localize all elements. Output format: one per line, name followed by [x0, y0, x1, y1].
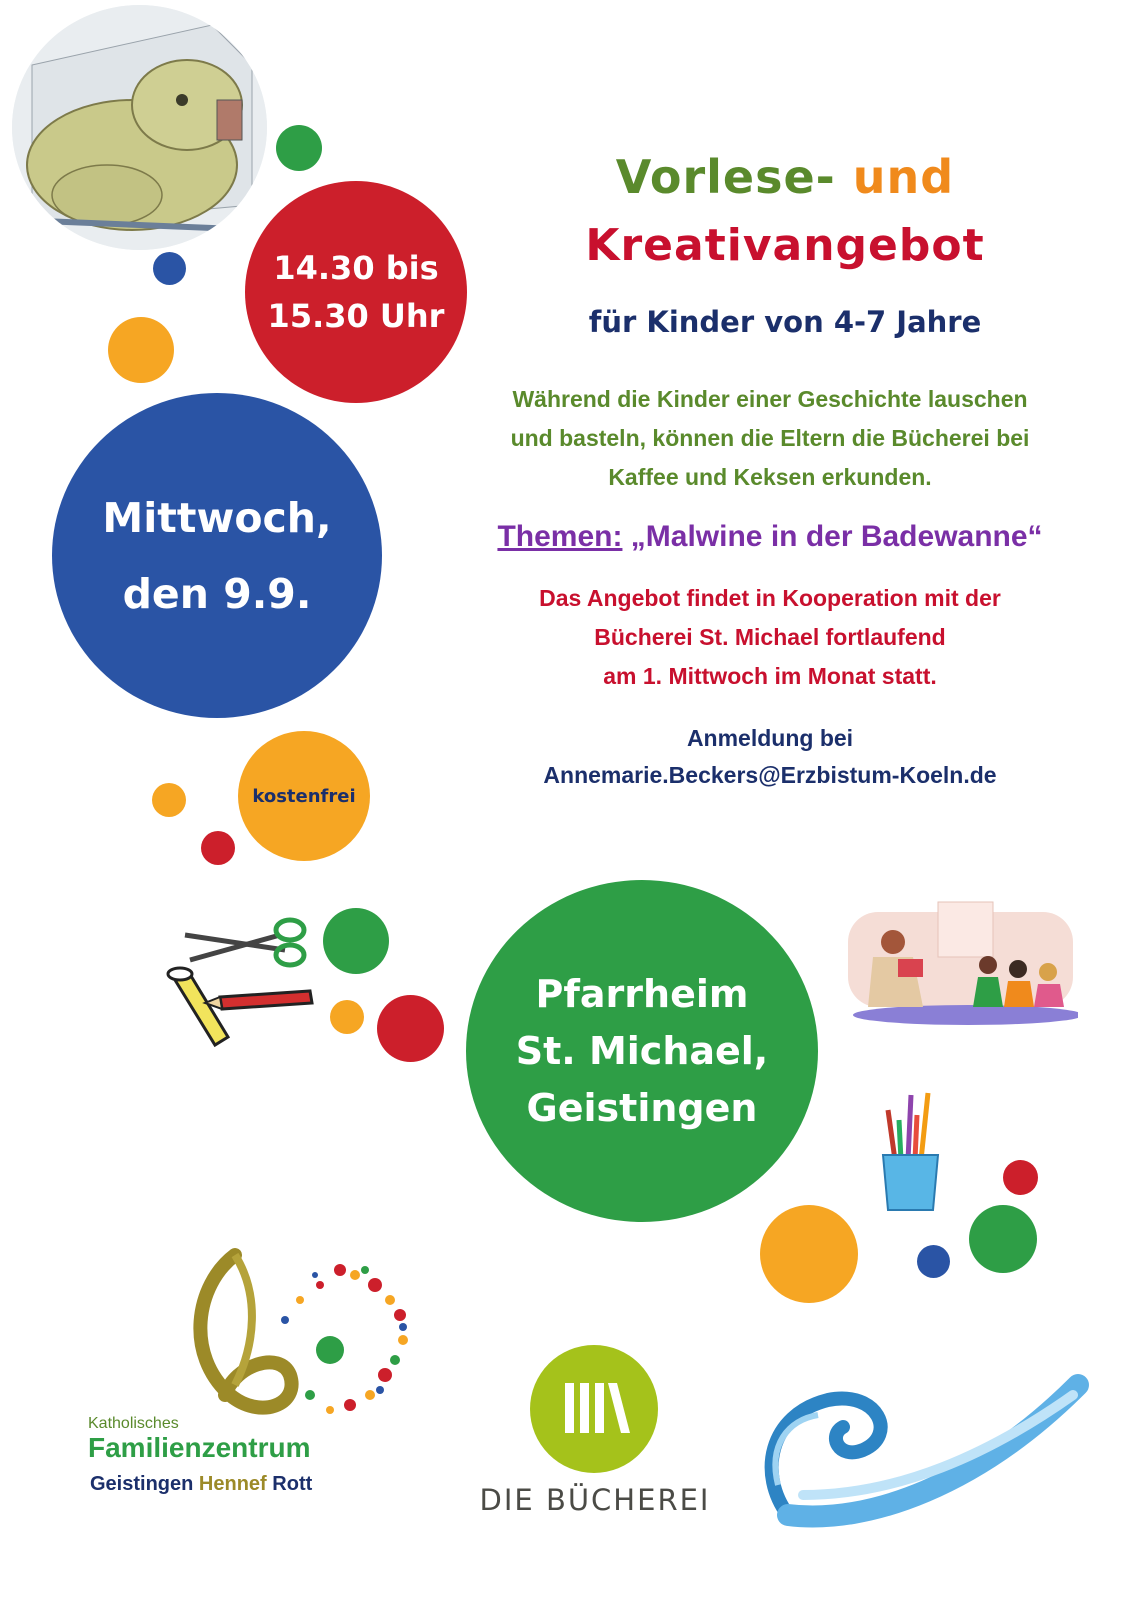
registration-email[interactable]: Annemarie.Beckers@Erzbistum-Koeln.de — [543, 762, 997, 788]
description — [480, 380, 1060, 497]
location-town: Geistingen — [526, 1085, 758, 1130]
date-circle — [52, 393, 382, 718]
orange-dot — [760, 1205, 858, 1303]
title-part-1: Vorlese- — [615, 150, 836, 204]
green-dot — [323, 908, 389, 974]
dragon-illustration — [12, 5, 267, 250]
logo-towns — [90, 1473, 312, 1496]
price-circle — [238, 731, 370, 861]
title-line-1 — [560, 150, 1010, 204]
title-part-2: und — [852, 150, 955, 204]
location-name: Pfarrheim — [535, 971, 749, 1016]
green-dot — [276, 125, 322, 171]
time-start: 14.30 bis — [273, 249, 439, 287]
cooperation-line: Das Angebot findet in Kooperation mit der — [539, 585, 1001, 611]
orange-dot — [108, 317, 174, 383]
location-circle — [466, 880, 818, 1222]
theme-title: „Malwine in der Badewanne“ — [630, 520, 1043, 553]
date-weekday: Mittwoch, — [102, 493, 332, 542]
blue-dot — [917, 1245, 950, 1278]
reading-illustration — [838, 897, 1078, 1027]
date-day: den 9.9. — [122, 569, 312, 618]
time-end: 15.30 Uhr — [267, 297, 445, 335]
title-line-2: Kreativangebot — [585, 220, 985, 271]
registration — [480, 720, 1060, 794]
wave-illustration — [748, 1365, 1093, 1530]
time-circle — [245, 181, 467, 403]
craft-tools-illustration — [160, 905, 320, 1050]
red-dot — [1003, 1160, 1038, 1195]
cooperation-line: am 1. Mittwoch im Monat statt. — [603, 663, 937, 689]
location-parish: St. Michael, — [515, 1028, 769, 1073]
cooperation-line: Bücherei St. Michael fortlaufend — [594, 624, 946, 650]
registration-label: Anmeldung bei — [686, 725, 854, 751]
logo-small-text: Katholisches — [88, 1415, 179, 1432]
red-dot — [201, 831, 235, 865]
buecherei-logo-circle — [530, 1345, 658, 1473]
book-spines-icon — [530, 1345, 658, 1473]
familienzentrum-logo — [85, 1245, 425, 1505]
theme-label: Themen: — [497, 520, 623, 553]
pencil-cup-illustration — [873, 1085, 948, 1215]
buecherei-logo — [470, 1345, 720, 1525]
audience: für Kinder von 4-7 Jahre — [588, 305, 982, 339]
orange-dot — [330, 1000, 364, 1034]
blue-dot — [153, 252, 186, 285]
logo-town: Rott — [272, 1473, 313, 1495]
buecherei-logo-text: DIE BÜCHEREI — [479, 1483, 711, 1517]
orange-dot — [152, 783, 186, 817]
theme — [470, 517, 1070, 556]
description-line: Während die Kinder einer Geschichte lauschen — [512, 386, 1028, 412]
cooperation-note — [480, 579, 1060, 696]
logo-main-text: Familienzentrum — [88, 1432, 311, 1463]
red-dot — [377, 995, 444, 1062]
price-label: kostenfrei — [252, 785, 356, 807]
description-line: und basteln, können die Eltern die Bücherei bei — [510, 425, 1030, 451]
logo-town: Geistingen — [90, 1473, 194, 1495]
logo-town: Hennef — [198, 1473, 267, 1495]
green-dot — [969, 1205, 1037, 1273]
description-line: Kaffee und Keksen erkunden. — [608, 464, 932, 490]
familienzentrum-logo-mark — [85, 1245, 425, 1425]
